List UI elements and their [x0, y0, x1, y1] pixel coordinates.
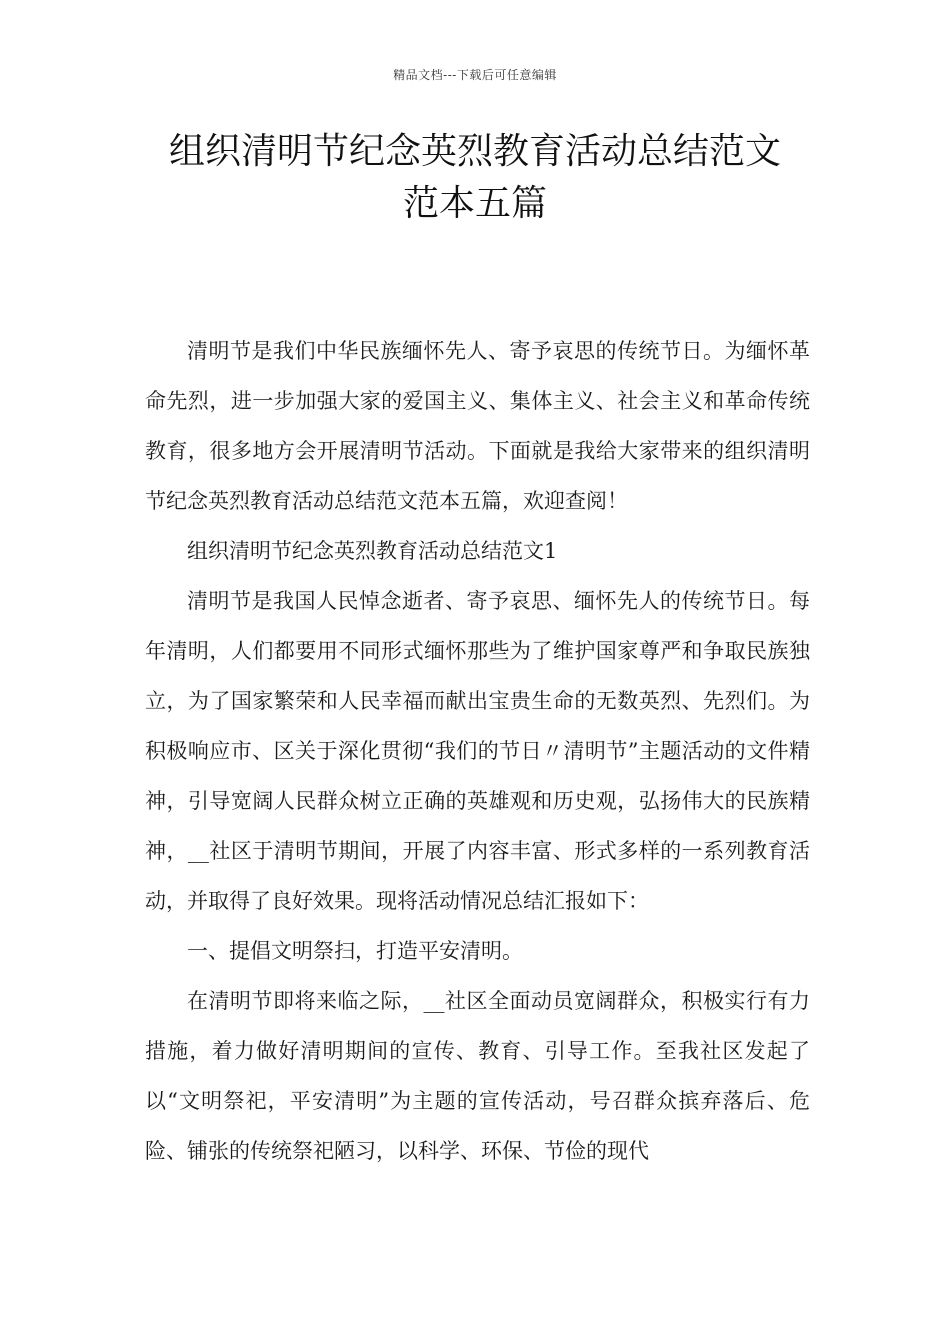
title-line-2: 范本五篇: [402, 183, 547, 224]
body-paragraph: 清明节是我国人民悼念逝者、寄予哀思、缅怀先人的传统节日。每年清明，人们都要用不同形式缅怀那些为了维护国家尊严和争取民族独立，为了国家繁荣和人民幸福而献出宝贵生命的无数英烈、先烈们。为积极响应市、区关于深化贯彻“我们的节日〃清明节”主题活动的文件精神，引导宽阔人民群众树立正确的英雄观和历史观，弘扬伟大的民族精神，__社区于清明节期间，开展了内容丰富、形式多样的一系列教育活动，并取得了良好效果。现将活动情况总结汇报如下：: [145, 589, 810, 913]
document-title: [100, 126, 850, 230]
document-body: [145, 326, 810, 1176]
header-note: 精品文档---下载后可任意编辑: [393, 68, 557, 82]
section-heading: 组织清明节纪念英烈教育活动总结范文1: [187, 539, 558, 563]
intro-paragraph: 清明节是我们中华民族缅怀先人、寄予哀思的传统节日。为缅怀革命先烈，进一步加强大家的爱国主义、集体主义、社会主义和革命传统教育，很多地方会开展清明节活动。下面就是我给大家带来的组织清明节纪念英烈教育活动总结范文范本五篇，欢迎查阅！: [145, 339, 810, 513]
subsection-heading: 一、提倡文明祭扫，打造平安清明。: [187, 939, 523, 963]
body-paragraph: 在清明节即将来临之际，__社区全面动员宽阔群众，积极实行有力措施，着力做好清明期间的宣传、教育、引导工作。至我社区发起了以“文明祭祀，平安清明”为主题的宣传活动，号召群众摈弃落后、危险、铺张的传统祭祀陋习，以科学、环保、节俭的现代: [145, 989, 810, 1163]
title-line-1: 组织清明节纪念英烈教育活动总结范文: [168, 131, 781, 172]
